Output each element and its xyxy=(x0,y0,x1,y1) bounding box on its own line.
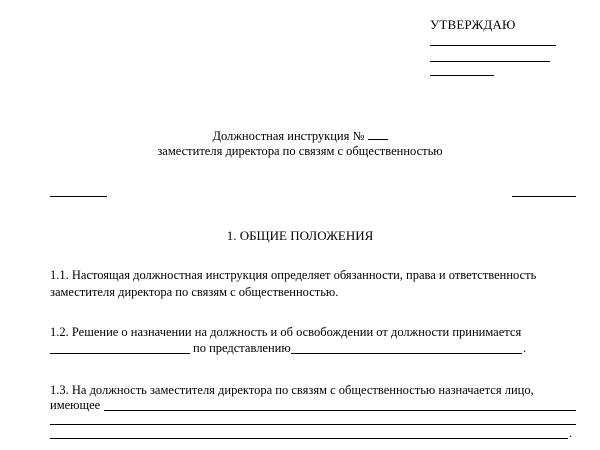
paragraph-1-3-blank-3 xyxy=(50,438,568,439)
date-line xyxy=(512,196,576,197)
approval-date-line xyxy=(430,75,494,76)
paragraph-1-2-blank-1 xyxy=(50,353,190,354)
paragraph-1-2-period: . xyxy=(523,341,527,355)
approval-signature-line xyxy=(430,45,556,46)
approval-name-line xyxy=(430,61,550,62)
document-number-blank xyxy=(368,127,388,140)
section-heading: 1. ОБЩИЕ ПОЛОЖЕНИЯ xyxy=(226,228,374,243)
paragraph-1-3-blank-2 xyxy=(50,424,576,425)
approval-heading: УТВЕРЖДАЮ xyxy=(430,17,516,32)
paragraph-1-3-line-2-label: имеющее xyxy=(50,398,101,412)
paragraph-1-2-mid-text: по представлению xyxy=(193,341,291,355)
paragraph-1-1-line-2: заместителя директора по связям с общественностью. xyxy=(50,285,339,299)
document-subtitle: заместителя директора по связям с общественностью xyxy=(157,144,443,158)
paragraph-1-3-period: . xyxy=(569,426,573,440)
document-title xyxy=(0,127,600,144)
paragraph-1-3-blank-1 xyxy=(104,410,576,411)
paragraph-1-2-blank-2 xyxy=(291,353,522,354)
paragraph-1-1-line-1: 1.1. Настоящая должностная инструкция определяет обязанности, права и ответственность xyxy=(50,268,537,282)
paragraph-1-3-line-1: 1.3. На должность заместителя директора по связям с общественностью назначается лицо, xyxy=(50,383,534,397)
document-title-text: Должностная инструкция № xyxy=(212,129,365,143)
place-line xyxy=(50,196,107,197)
paragraph-1-2-line-1: 1.2. Решение о назначении на должность и об освобождении от должности принимается xyxy=(50,325,522,339)
